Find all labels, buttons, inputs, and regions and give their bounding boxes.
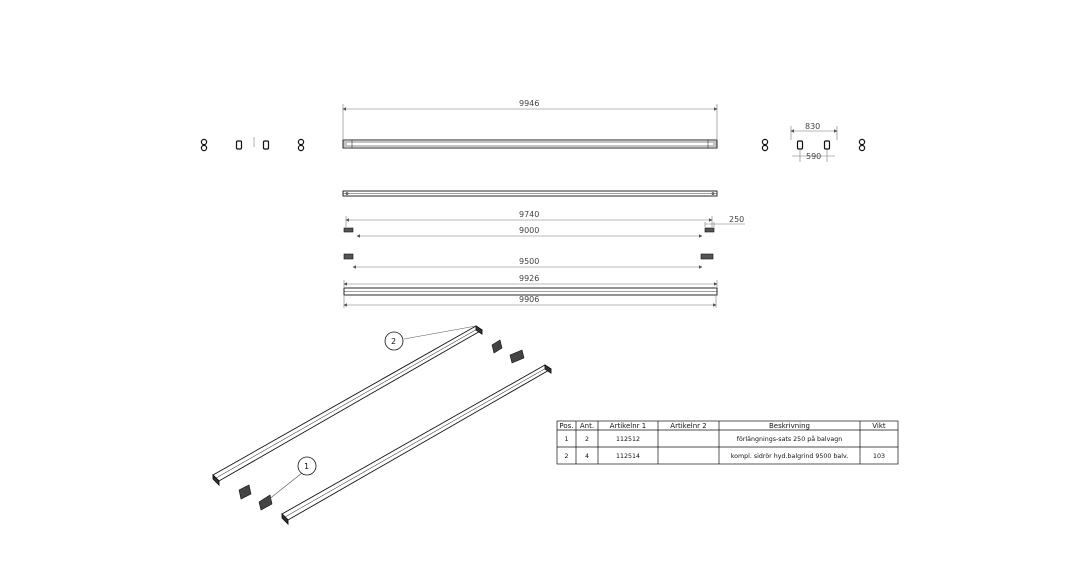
iso-extension-parts-upper [492,340,524,363]
bom-row2-desc: kompl. sidrör hyd.balgrind 9500 balv. [730,453,849,460]
end-view-2 [237,141,242,149]
balloon-2-label: 2 [391,337,397,346]
bom-row2-pos: 2 [564,453,569,460]
dim-9740-label: 9740 [519,210,540,219]
dim-9946 [343,104,717,139]
dim-9500-label: 9500 [519,257,540,266]
right-end-views [762,139,864,150]
rail-side-view [343,191,717,196]
bom-header-vikt: Vikt [872,422,886,430]
dim-9946-label: 9946 [519,99,540,108]
bom-row1-desc: förlängnings-sats 250 på balvagn [736,436,843,443]
dim-830-label: 830 [805,122,821,131]
extension-left-upper [344,228,353,232]
end-view-4 [298,139,303,150]
dim-9906-label: 9906 [519,295,540,304]
balloon-1-label: 1 [304,462,310,471]
bom-header-artikelnr2: Artikelnr 2 [670,422,707,430]
bom-row2-ant: 4 [584,453,590,460]
dim-590-label: 590 [806,152,822,161]
extension-left-lower [344,254,353,259]
bom-row2-art1: 112514 [615,453,641,460]
dim-9926-label: 9926 [519,274,540,283]
bom-header-pos: Pos. [559,422,574,430]
end-view-1 [201,139,206,150]
balloon-2 [385,326,476,350]
bom-row1-pos: 1 [564,436,569,443]
bom-header-beskrivning: Beskrivning [768,422,811,430]
left-end-views [201,137,303,151]
end-view-3 [254,137,269,149]
dim-250-label: 250 [729,215,745,224]
iso-extension-parts-lower [239,485,272,510]
rail-top-view [343,140,717,148]
dim-9000-label: 9000 [519,226,540,235]
extension-right-lower [701,254,713,259]
extension-right-upper [705,228,714,232]
iso-rail-upper [213,326,482,485]
rail-bottom-view [344,288,717,295]
bom-row2-vikt: 103 [872,453,886,460]
bom-header-ant: Ant. [579,422,595,430]
bom-row1-ant: 2 [584,436,590,443]
bom-row1-art1: 112512 [615,436,641,443]
iso-rail-lower [282,365,551,524]
bom-header-artikelnr1: Artikelnr 1 [609,422,647,430]
